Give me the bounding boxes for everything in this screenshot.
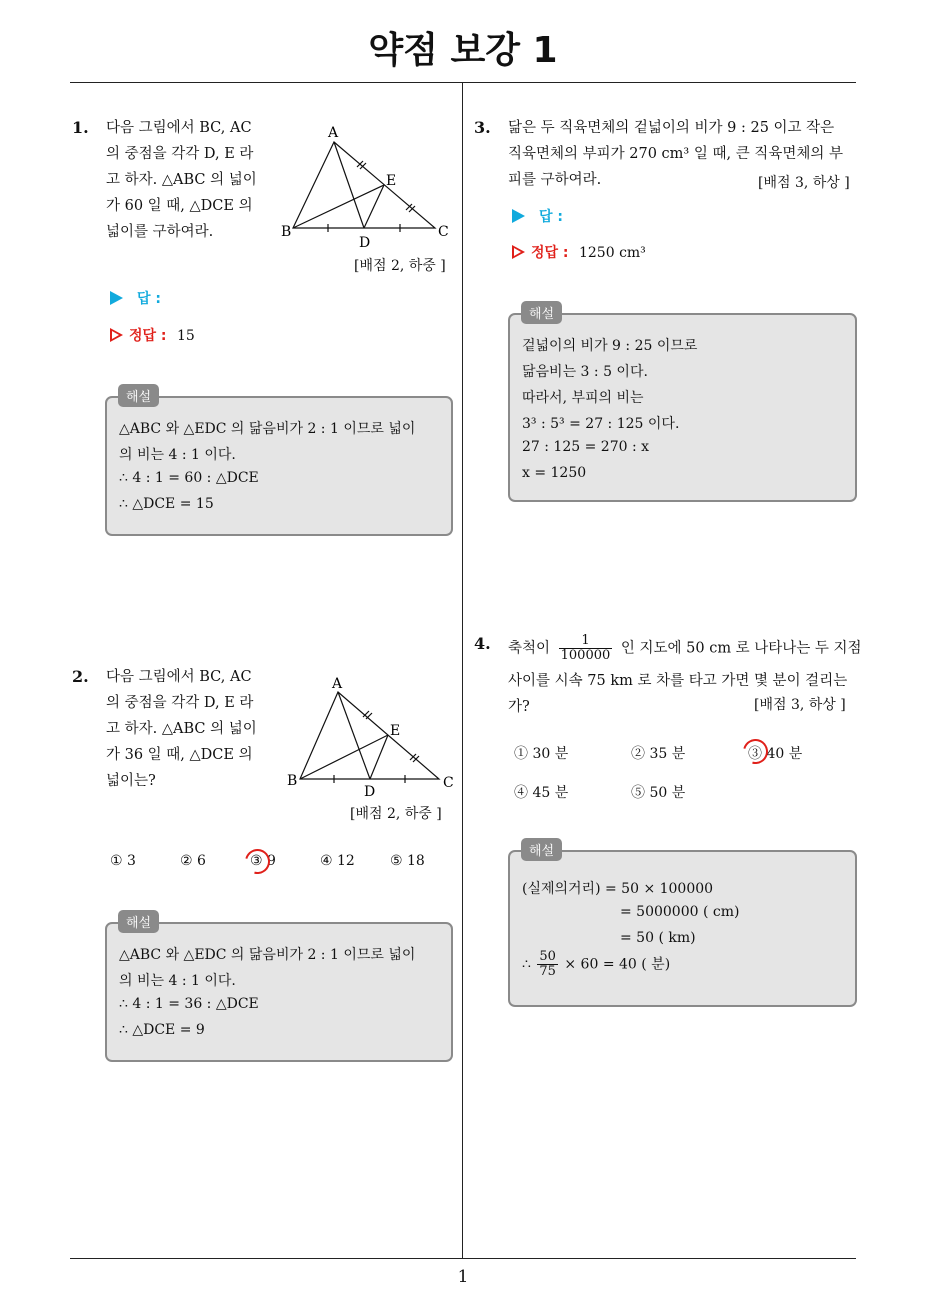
footer-rule (70, 1258, 856, 1259)
explanation-line: 3³ : 5³ = 27 : 125 이다. (522, 416, 680, 432)
explanation-line: △ABC 와 △EDC 의 닮음비가 2 : 1 이므로 넓이 (119, 421, 416, 437)
question-2-explanation-box (105, 922, 453, 1062)
question-2-line: 넓이는? (106, 773, 156, 789)
question-3-meta: [배점 3, 하상 ] (758, 175, 850, 191)
question-3-line: 직육면체의 부피가 270 cm³ 일 때, 큰 직육면체의 부 (508, 146, 843, 162)
explanation-line: (실제의거리) = 50 × 100000 (522, 881, 714, 897)
label-b: B (287, 773, 298, 789)
question-4-text-after: 인 지도에 50 cm 로 나타나는 두 지점 (620, 640, 862, 657)
choice-1[interactable]: ① 30 분 (514, 746, 569, 762)
explanation-tag: 해설 (118, 910, 159, 933)
question-1-line: 의 중점을 각각 D, E 라 (106, 146, 254, 162)
explanation-tag: 해설 (521, 838, 562, 861)
answer-label: 답 : (539, 209, 563, 225)
explanation-line: 겉넓이의 비가 9 : 25 이므로 (522, 338, 698, 354)
segment-de (364, 185, 384, 228)
question-1-number: 1. (72, 118, 89, 137)
choice-4[interactable]: ④ 45 분 (514, 785, 569, 801)
question-2-text (106, 664, 276, 794)
explanation-fraction (537, 950, 558, 979)
question-3-correct (512, 242, 646, 262)
answer-arrow-icon (110, 291, 123, 305)
explanation-line: = 50 ( km) (620, 930, 696, 946)
question-4-number: 4. (474, 634, 491, 653)
question-1-meta: [배점 2, 하중 ] (354, 258, 446, 274)
explanation-line-final (522, 950, 670, 979)
triangle-abc (293, 142, 435, 228)
explanation-line: ∴ △DCE = 9 (119, 1022, 205, 1038)
choice-4[interactable]: ④ 12 (320, 853, 355, 869)
explanation-tag: 해설 (521, 301, 562, 324)
question-3-answer[interactable] (512, 206, 563, 226)
fraction-numerator: 1 (559, 634, 613, 649)
fraction-numerator: 50 (539, 949, 556, 964)
question-3-explanation-box (508, 313, 857, 502)
explanation-line: ∴ △DCE = 15 (119, 496, 214, 512)
explanation-line: 닮음비는 3 : 5 이다. (522, 364, 648, 380)
selected-answer-mark (738, 734, 772, 768)
header-rule (70, 82, 856, 83)
question-2-triangle-figure (284, 672, 464, 802)
question-1-line: 고 하자. △ABC 의 넓이 (106, 172, 257, 188)
explanation-line: x = 1250 (522, 465, 587, 481)
explanation-line: ∴ 4 : 1 = 60 : △DCE (119, 470, 259, 486)
label-a: A (332, 676, 343, 692)
label-e: E (390, 723, 401, 739)
label-c: C (443, 775, 454, 791)
question-4-meta: [배점 3, 하상 ] (754, 697, 846, 713)
question-4-line: 가? (508, 699, 530, 715)
explanation-suffix: × 60 = 40 ( 분) (564, 956, 671, 973)
correct-label: 정답 : (531, 245, 569, 261)
label-a: A (328, 125, 339, 141)
question-2-meta: [배점 2, 하중 ] (350, 806, 442, 822)
question-1-explanation-box (105, 396, 453, 536)
answer-label: 답 : (137, 291, 161, 307)
correct-arrow-icon (512, 245, 525, 259)
question-4-explanation-box (508, 850, 857, 1007)
page-title: 약점 보강 1 (368, 30, 558, 71)
explanation-line: 의 비는 4 : 1 이다. (119, 447, 236, 463)
question-3-line: 피를 구하여라. (508, 172, 602, 188)
question-2-number: 2. (72, 667, 89, 686)
explanation-line: = 5000000 ( cm) (620, 904, 740, 920)
label-d: D (364, 784, 376, 800)
explanation-line: 따라서, 부피의 비는 (522, 390, 644, 406)
explanation-line: 의 비는 4 : 1 이다. (119, 973, 236, 989)
page-number: 1 (457, 1267, 469, 1287)
question-2-line: 다음 그림에서 BC, AC (106, 669, 252, 685)
therefore-symbol: ∴ (522, 956, 531, 973)
correct-value: 15 (176, 328, 195, 344)
triangle-abc (300, 692, 439, 779)
question-1-text (106, 115, 276, 245)
label-e: E (386, 173, 397, 189)
choice-2[interactable]: ② 6 (180, 853, 206, 869)
question-3-number: 3. (474, 118, 491, 137)
fraction-denominator: 100000 (560, 648, 611, 663)
choice-5[interactable]: ⑤ 50 분 (631, 785, 686, 801)
question-1-line: 넓이를 구하여라. (106, 224, 214, 240)
selected-answer-mark (240, 844, 274, 878)
question-4-line: 사이를 시속 75 km 로 차를 타고 가면 몇 분이 걸리는 (508, 673, 848, 689)
answer-arrow-icon (512, 209, 525, 223)
question-2-line: 고 하자. △ABC 의 넓이 (106, 721, 257, 737)
question-2-line: 가 36 일 때, △DCE 의 (106, 747, 253, 763)
fraction-denominator: 75 (539, 964, 556, 979)
segment-be (300, 735, 388, 779)
choice-5[interactable]: ⑤ 18 (390, 853, 425, 869)
question-4-text-before: 축척이 (508, 640, 551, 657)
choice-2[interactable]: ② 35 분 (631, 746, 686, 762)
explanation-line: ∴ 4 : 1 = 36 : △DCE (119, 996, 259, 1012)
explanation-tag: 해설 (118, 384, 159, 407)
label-b: B (281, 224, 292, 240)
correct-value: 1250 cm³ (578, 245, 646, 261)
scale-fraction (559, 634, 613, 663)
question-1-triangle-figure (276, 120, 466, 250)
choice-3[interactable]: ③ 40 분 (748, 746, 803, 762)
explanation-line: △ABC 와 △EDC 의 닮음비가 2 : 1 이므로 넓이 (119, 947, 416, 963)
label-d: D (359, 235, 371, 250)
question-2-line: 의 중점을 각각 D, E 라 (106, 695, 254, 711)
segment-be (293, 185, 384, 228)
correct-label: 정답 : (129, 328, 167, 344)
choice-3[interactable]: ③ 9 (250, 853, 276, 869)
label-c: C (438, 224, 449, 240)
question-1-correct (110, 325, 195, 345)
question-3-line: 닮은 두 직육면체의 겉넓이의 비가 9 : 25 이고 작은 (508, 120, 835, 136)
question-1-answer[interactable] (110, 288, 161, 308)
column-divider (462, 83, 463, 1259)
question-1-line: 가 60 일 때, △DCE 의 (106, 198, 253, 214)
question-4-first-line (508, 634, 860, 668)
explanation-line: 27 : 125 = 270 : x (522, 439, 650, 455)
correct-arrow-icon (110, 328, 123, 342)
choice-1[interactable]: ① 3 (110, 853, 136, 869)
question-1-line: 다음 그림에서 BC, AC (106, 120, 252, 136)
segment-de (370, 735, 388, 779)
